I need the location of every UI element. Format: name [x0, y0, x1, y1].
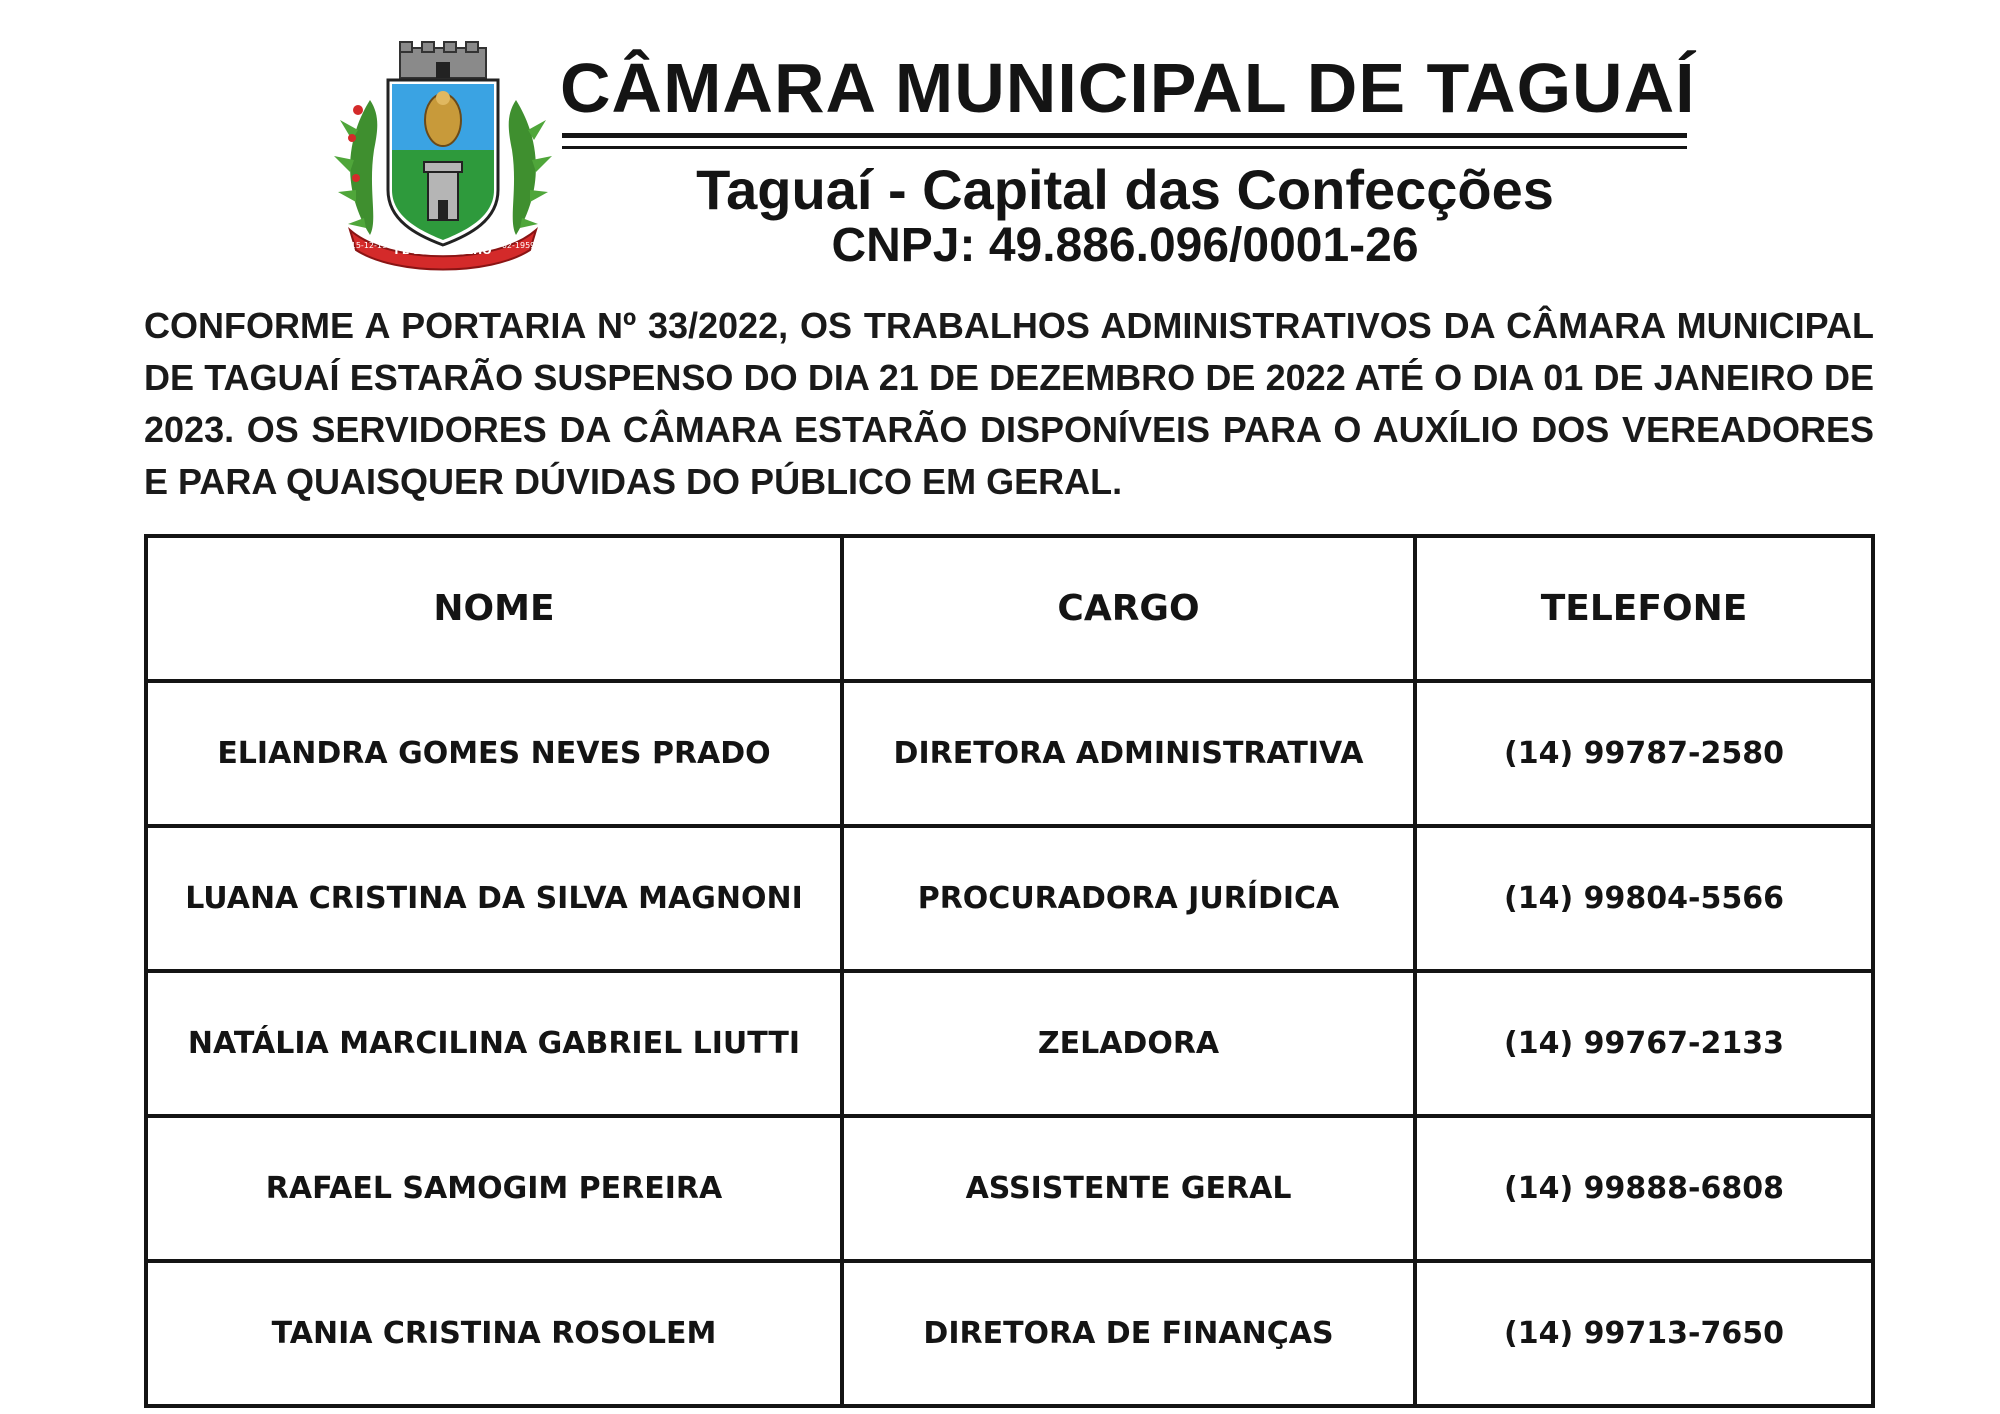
table-row	[146, 826, 1873, 971]
cell-telefone: (14) 99787-2580	[1415, 681, 1873, 826]
column-header-nome: NOME	[146, 536, 842, 681]
notice-paragraph: CONFORME A PORTARIA Nº 33/2022, OS TRABALHOS ADMINISTRATIVOS DA CÂMARA MUNICIPAL DE TAGUAÍ ESTARÃO SUSPENSO DO DIA 21 DE DEZEMBRO DE 2022 ATÉ O DIA 01 DE JANEIRO DE 2023. OS SERVIDORES DA CÂMARA ESTARÃO DISPONÍVEIS PARA O AUXÍLIO DOS VEREADORES E PARA QUAISQUER DÚVIDAS DO PÚBLICO EM GERAL.	[144, 305, 1874, 502]
table-row	[146, 1261, 1873, 1406]
header	[560, 48, 1696, 128]
cell-telefone: (14) 99713-7650	[1415, 1261, 1873, 1406]
cnpj-line: CNPJ: 49.886.096/0001-26	[831, 219, 1419, 272]
cell-nome: RAFAEL SAMOGIM PEREIRA	[146, 1116, 842, 1261]
title-rule-thick	[562, 133, 1687, 138]
cell-nome: NATÁLIA MARCILINA GABRIEL LIUTTI	[146, 971, 842, 1116]
page-subtitle: Taguaí - Capital das Confecções	[696, 158, 1554, 221]
municipal-coat-of-arms-icon	[330, 40, 556, 276]
staff-table	[144, 534, 1875, 1408]
cell-cargo: PROCURADORA JURÍDICA	[842, 826, 1415, 971]
table-row	[146, 681, 1873, 826]
table-header-row	[146, 536, 1873, 681]
cell-cargo: ZELADORA	[842, 971, 1415, 1116]
table-row	[146, 971, 1873, 1116]
cell-telefone: (14) 99888-6808	[1415, 1116, 1873, 1261]
cell-cargo: DIRETORA ADMINISTRATIVA	[842, 681, 1415, 826]
cell-cargo: DIRETORA DE FINANÇAS	[842, 1261, 1415, 1406]
table-row	[146, 1116, 1873, 1261]
crest-date-left: 15-12-1911	[350, 241, 398, 250]
crest-date-right: 18-02-1959	[488, 241, 536, 250]
cell-telefone: (14) 99767-2133	[1415, 971, 1873, 1116]
cell-cargo: ASSISTENTE GERAL	[842, 1116, 1415, 1261]
column-header-cargo: CARGO	[842, 536, 1415, 681]
cell-nome: LUANA CRISTINA DA SILVA MAGNONI	[146, 826, 842, 971]
title-rule-thin	[562, 146, 1687, 149]
cell-nome: TANIA CRISTINA ROSOLEM	[146, 1261, 842, 1406]
crest-motto: FÉ E TRABALHO	[394, 244, 492, 257]
column-header-telefone: TELEFONE	[1415, 536, 1873, 681]
cell-nome: ELIANDRA GOMES NEVES PRADO	[146, 681, 842, 826]
cell-telefone: (14) 99804-5566	[1415, 826, 1873, 971]
page-title: CÂMARA MUNICIPAL DE TAGUAÍ	[560, 49, 1696, 127]
